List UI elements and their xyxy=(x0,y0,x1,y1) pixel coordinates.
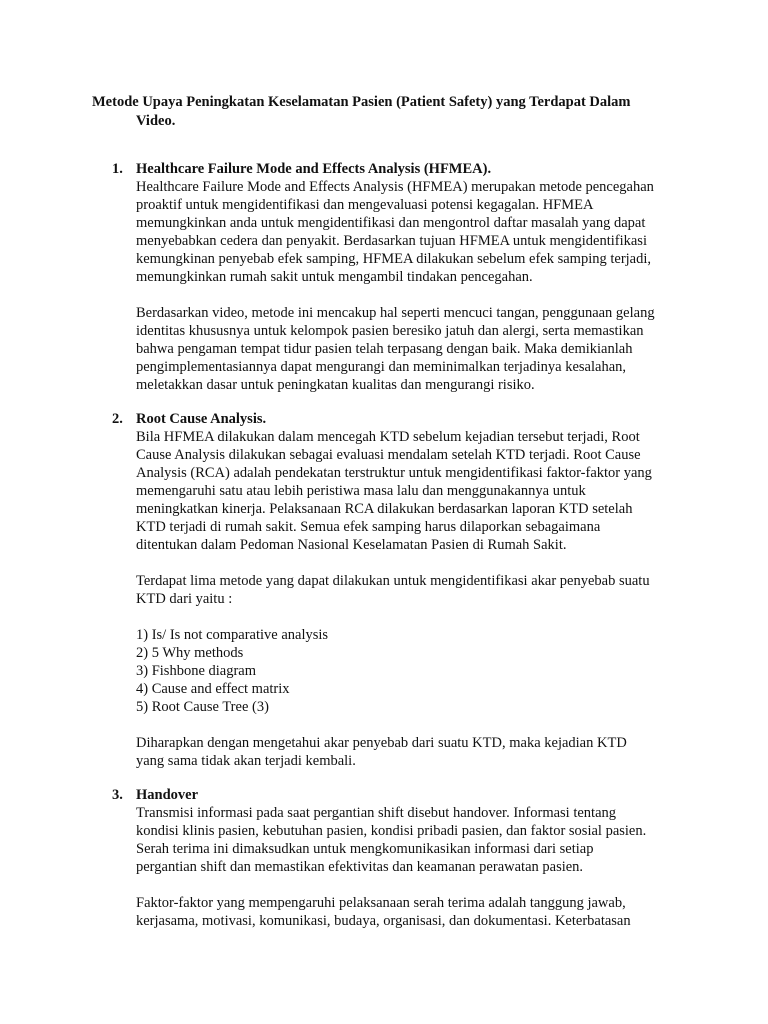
title-line-1: Metode Upaya Peningkatan Keselamatan Pasien (Patient Safety) yang Terdapat Dalam xyxy=(92,94,631,110)
text-line: Analysis (RCA) adalah pendekatan terstruktur untuk mengidentifikasi faktor-faktor yang xyxy=(136,465,652,481)
text-line: kemungkinan penyebab efek samping, HFMEA dilakukan sebelum efek samping terjadi, xyxy=(136,251,652,267)
text-line: pengimplementasiannya dapat mengurangi dan meminimalkan terjadinya kesalahan, xyxy=(136,359,627,375)
section-handover xyxy=(112,786,682,930)
section-heading: Handover xyxy=(136,787,199,803)
paragraph xyxy=(136,804,682,876)
text-line: Terdapat lima metode yang dapat dilakukan untuk mengidentifikasi akar penyebab suatu xyxy=(136,573,650,589)
text-line: ditentukan dalam Pedoman Nasional Keselamatan Pasien di Rumah Sakit. xyxy=(136,537,567,553)
text-line: meletakkan dasar untuk peningkatan kualitas dan mengurangi risiko. xyxy=(136,377,535,393)
text-line: kondisi klinis pasien, kebutuhan pasien, kondisi pribadi pasien, dan faktor sosial pasien. xyxy=(136,823,647,839)
text-line: Bila HFMEA dilakukan dalam mencegah KTD sebelum kejadian tersebut terjadi, Root xyxy=(136,429,640,445)
text-line: memungkinkan rumah sakit untuk mengambil tindakan pencegahan. xyxy=(136,269,533,285)
list-item: 5) Root Cause Tree (3) xyxy=(136,699,269,715)
text-line: identitas khususnya untuk kelompok pasien beresiko jatuh dan alergi, serta memastikan xyxy=(136,323,644,339)
text-line: Diharapkan dengan mengetahui akar penyebab dari suatu KTD, maka kejadian KTD xyxy=(136,735,627,751)
text-line: Healthcare Failure Mode and Effects Analysis (HFMEA) merupakan metode pencegahan xyxy=(136,179,654,195)
text-line: Transmisi informasi pada saat pergantian shift disebut handover. Informasi tentang xyxy=(136,805,617,821)
text-line: Berdasarkan video, metode ini mencakup hal seperti mencuci tangan, penggunaan gelang xyxy=(136,305,655,321)
section-number: 1. xyxy=(112,161,123,177)
section-number: 3. xyxy=(112,787,123,803)
text-line: memungkinkan anda untuk mengidentifikasi dan mengontrol daftar masalah yang dapat xyxy=(136,215,646,231)
section-number: 2. xyxy=(112,411,123,427)
text-line: bahwa pengaman tempat tidur pasien telah terpasang dengan baik. Maka demikianlah xyxy=(136,341,633,357)
list-item: 4) Cause and effect matrix xyxy=(136,681,290,697)
list-item: 2) 5 Why methods xyxy=(136,645,244,661)
paragraph xyxy=(136,734,682,770)
rca-methods-list xyxy=(136,626,682,716)
text-line: yang sama tidak akan terjadi kembali. xyxy=(136,753,356,769)
text-line: Cause Analysis dilakukan sebagai evaluasi mendalam setelah KTD terjadi. Root Cause xyxy=(136,447,641,463)
text-line: Faktor-faktor yang mempengaruhi pelaksanaan serah terima adalah tanggung jawab, xyxy=(136,895,626,911)
section-heading: Root Cause Analysis. xyxy=(136,411,267,427)
text-line: memengaruhi satu atau lebih peristiwa masa lalu dan menggunakannya untuk xyxy=(136,483,586,499)
text-line: kerjasama, motivasi, komunikasi, budaya, organisasi, dan dokumentasi. Keterbatasan xyxy=(136,913,631,929)
list-item: 3) Fishbone diagram xyxy=(136,663,257,679)
text-line: pergantian shift dan memastikan efektivitas dan keamanan perawatan pasien. xyxy=(136,859,584,875)
list-item: 1) Is/ Is not comparative analysis xyxy=(136,627,329,643)
text-line: menyebabkan cedera dan penyakit. Berdasarkan tujuan HFMEA untuk mengidentifikasi xyxy=(136,233,647,249)
text-line: proaktif untuk mengidentifikasi dan mengevaluasi potensi kegagalan. HFMEA xyxy=(136,197,594,213)
document-title xyxy=(92,93,680,131)
paragraph xyxy=(136,428,682,554)
section-rca xyxy=(112,410,682,770)
text-line: Serah terima ini dimaksudkan untuk mengkomunikasikan informasi dari setiap xyxy=(136,841,594,857)
text-line: meningkatkan kinerja. Pelaksanaan RCA dilakukan berdasarkan laporan KTD setelah xyxy=(136,501,633,517)
paragraph xyxy=(136,894,682,930)
text-line: KTD dari yaitu : xyxy=(136,591,233,607)
text-line: KTD terjadi di rumah sakit. Semua efek samping harus dilaporkan sebagaimana xyxy=(136,519,601,535)
section-heading: Healthcare Failure Mode and Effects Analysis (HFMEA). xyxy=(136,161,492,177)
section-hfmea xyxy=(112,160,682,394)
title-line-2: Video. xyxy=(136,113,176,129)
paragraph xyxy=(136,178,682,286)
paragraph xyxy=(136,572,682,608)
paragraph xyxy=(136,304,682,394)
